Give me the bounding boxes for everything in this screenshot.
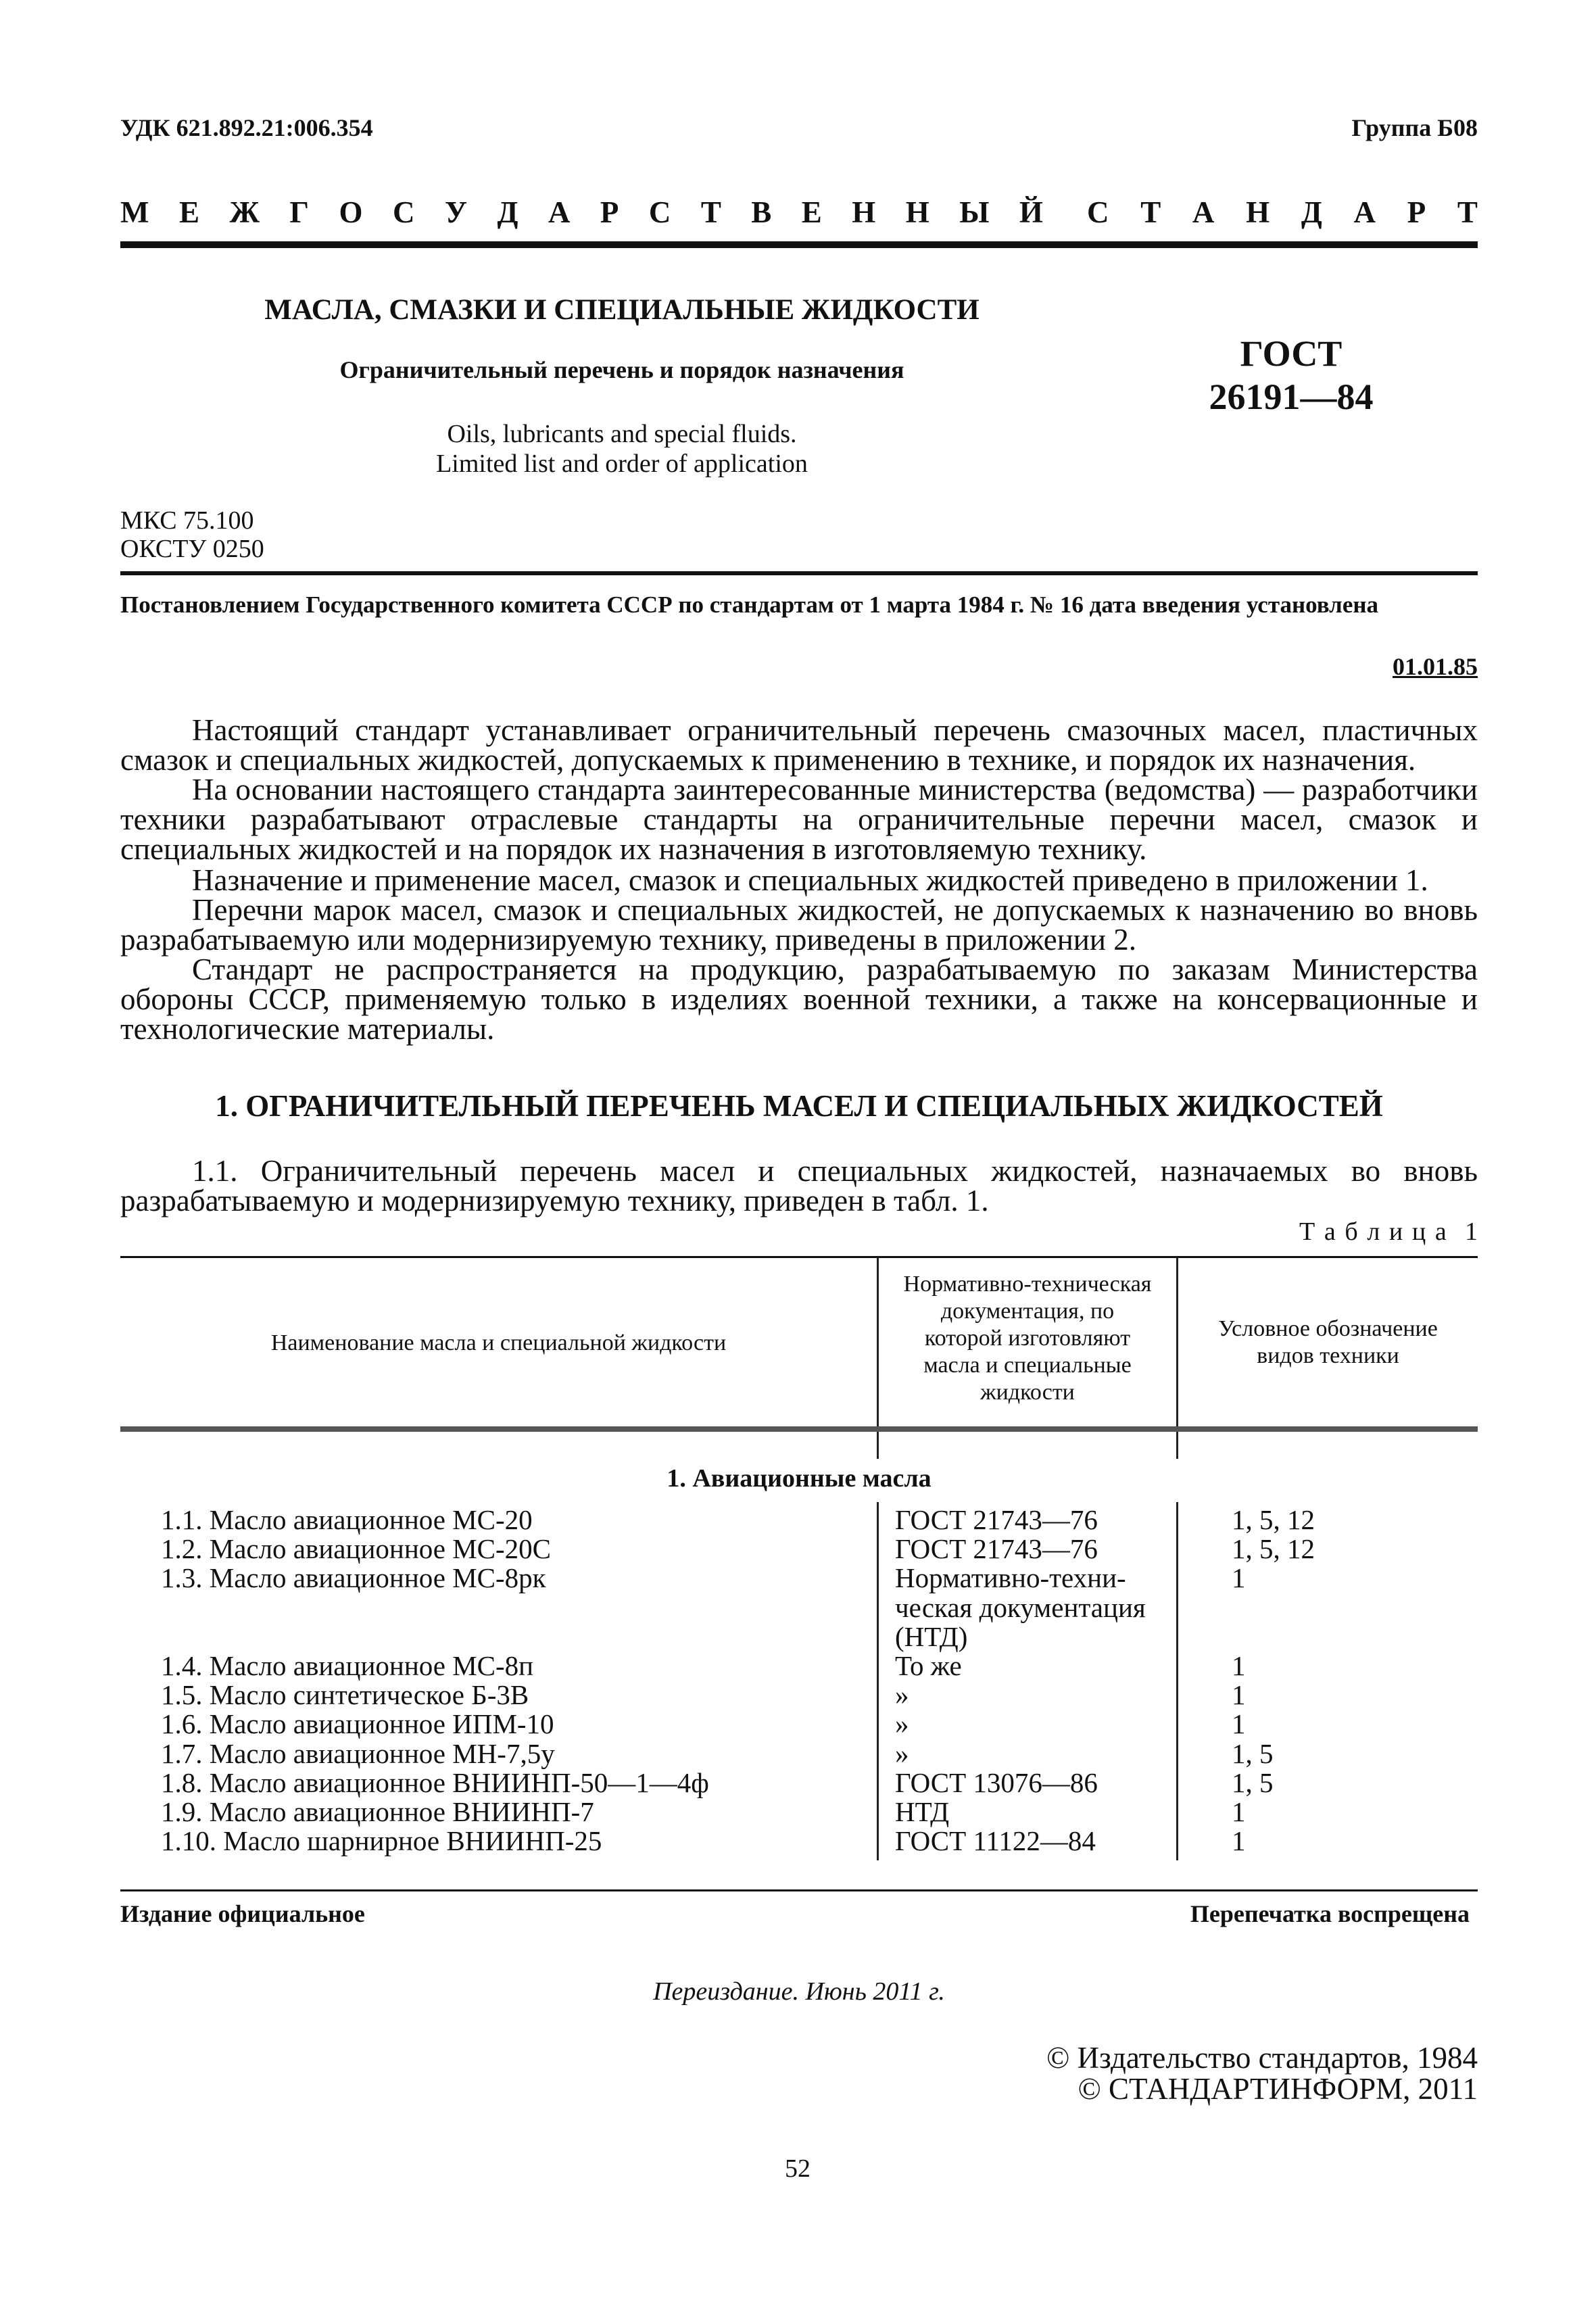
- banner-letter: О: [339, 195, 363, 229]
- cell-oil-name: 1.7. Масло авиационное МН-7,5у: [161, 1737, 555, 1769]
- column-header-documentation-line: Нормативно-техническая: [903, 1272, 1152, 1297]
- table-row: [120, 1563, 1478, 1593]
- cell-oil-name: 1.9. Масло авиационное ВНИИНП-7: [161, 1796, 594, 1827]
- cell-oil-name: 1.10. Масло шарнирное ВНИИНП-25: [161, 1825, 602, 1857]
- banner-letter: У: [444, 195, 467, 229]
- cell-oil-name: 1.6. Масло авиационное ИПМ-10: [161, 1708, 554, 1740]
- english-title-line1: Oils, lubricants and special fluids.: [447, 420, 797, 448]
- cell-documentation: (НТД): [895, 1620, 968, 1652]
- intro-paragraph-2: На основании настоящего стандарта заинтересованные министерства (ведомства) — разработчики техники разрабатывают отраслевые стандарты на ограничительные перечни масел, смазок и специальных жидкостей и на порядок их назначения в изготовляемую технику.: [120, 773, 1478, 866]
- intro-paragraph-4: Перечни марок масел, смазок и специальных жидкостей, не допускаемых к назначению во вновь разрабатываемую или модернизируемую технику, приведены в приложении 2.: [120, 893, 1478, 957]
- banner-letter: Д: [497, 195, 518, 229]
- table-caption: [1299, 1217, 1478, 1247]
- cell-documentation: То же: [895, 1650, 962, 1681]
- cell-technology-codes: 1: [1232, 1679, 1246, 1711]
- cell-oil-name: 1.3. Масло авиационное МС-8рк: [161, 1562, 546, 1594]
- banner-letter: Р: [600, 195, 619, 229]
- table-group-title: 1. Авиационные масла: [667, 1464, 932, 1493]
- table-row: [120, 1680, 1478, 1710]
- cell-documentation: ГОСТ 13076—86: [895, 1766, 1098, 1798]
- table-row: [120, 1768, 1478, 1798]
- cell-technology-codes: 1: [1232, 1708, 1246, 1740]
- table-caption-letter: 1: [1464, 1217, 1478, 1246]
- standard-banner: [120, 195, 1478, 233]
- banner-letter: Г: [289, 195, 310, 229]
- banner-word-standard: [1087, 195, 1478, 230]
- cell-technology-codes: 1, 5, 12: [1232, 1533, 1315, 1565]
- table-caption-letter: л: [1367, 1217, 1380, 1246]
- table-row: [120, 1709, 1478, 1739]
- table-top-rule: [120, 1256, 1478, 1258]
- cell-technology-codes: 1, 5: [1232, 1737, 1274, 1769]
- cell-technology-codes: 1, 5: [1232, 1766, 1274, 1798]
- cell-oil-name: 1.2. Масло авиационное МС-20С: [161, 1533, 552, 1565]
- cell-oil-name: 1.1. Масло авиационное МС-20: [161, 1504, 533, 1535]
- column-header-documentation-line: масла и специальные: [923, 1353, 1132, 1378]
- column-header-documentation-line: жидкости: [980, 1380, 1075, 1405]
- column-header-documentation-line: которой изготовляют: [924, 1326, 1131, 1351]
- cell-documentation: ГОСТ 21743—76: [895, 1533, 1098, 1565]
- no-reprint-label: Перепечатка воспрещена: [1190, 1900, 1470, 1927]
- header-row: [120, 114, 1478, 142]
- mks-code: МКС 75.100: [120, 506, 254, 535]
- cell-documentation: ческая документация: [895, 1591, 1146, 1623]
- banner-letter: Д: [1301, 195, 1322, 229]
- copyright-2011: © СТАНДАРТИНФОРМ, 2011: [1078, 2072, 1478, 2106]
- banner-letter: Н: [852, 195, 876, 229]
- footer-row: [120, 1900, 1470, 1928]
- banner-underline: [120, 241, 1478, 248]
- section-1-paragraph: 1.1. Ограничительный перечень масел и специальных жидкостей, назначаемых во вновь разрабатываемую и модернизируемую технику, приведен в табл. 1.: [120, 1154, 1478, 1217]
- column-header-codes-line: Условное обозначение: [1218, 1316, 1438, 1341]
- table-row: [120, 1534, 1478, 1564]
- banner-letter: Е: [178, 195, 199, 229]
- cell-oil-name: 1.8. Масло авиационное ВНИИНП-50—1—4ф: [161, 1766, 709, 1798]
- cell-oil-name: 1.4. Масло авиационное МС-8п: [161, 1650, 534, 1681]
- cell-documentation: »: [895, 1737, 909, 1769]
- table-row: [120, 1622, 1478, 1651]
- effective-date: 01.01.85: [1393, 653, 1478, 680]
- column-header-documentation: [879, 1271, 1176, 1406]
- group-code: Группа Б08: [1351, 114, 1478, 141]
- intro-paragraph-1: Настоящий стандарт устанавливает ограничительный перечень смазочных масел, пластичных смазок и специальных жидкостей, допускаемых к применению в технике, и порядок их назначения.: [120, 713, 1478, 777]
- table-stub-separator-2: [1176, 1432, 1178, 1459]
- cell-oil-name: 1.5. Масло синтетическое Б-3В: [161, 1679, 529, 1711]
- cell-documentation: НТД: [895, 1796, 950, 1827]
- banner-letter: Е: [801, 195, 822, 229]
- english-title-line2: Limited list and order of application: [436, 450, 808, 478]
- title-divider: [120, 571, 1478, 575]
- footer-divider: [120, 1889, 1478, 1891]
- intro-paragraph-3: Назначение и применение масел, смазок и специальных жидкостей приведено в приложении 1.: [192, 863, 1428, 897]
- banner-letter: А: [548, 195, 571, 229]
- table-row: [120, 1505, 1478, 1535]
- cell-technology-codes: 1, 5, 12: [1232, 1504, 1315, 1535]
- table-row: [120, 1797, 1478, 1827]
- table-caption-letter: ц: [1411, 1217, 1426, 1246]
- banner-letter: Т: [1457, 195, 1478, 229]
- table-header-rule: [120, 1426, 1478, 1432]
- intro-paragraph-5: Стандарт не распространяется на продукцию, разрабатываемую по заказам Министерства обороны СССР, применяемую только в изделиях военной техники, а также на консервационные и технологические материалы.: [120, 952, 1478, 1046]
- page-number: 52: [785, 2154, 811, 2183]
- table-caption-letter: а: [1434, 1217, 1447, 1246]
- banner-letter: С: [1087, 195, 1109, 229]
- banner-letter: Ж: [229, 195, 260, 229]
- banner-word-interstate: [120, 195, 1043, 230]
- cell-documentation: ГОСТ 11122—84: [895, 1825, 1096, 1857]
- document-subtitle: Ограничительный перечень и порядок назначения: [339, 356, 904, 383]
- table-row: [120, 1593, 1478, 1622]
- decree-text: Постановлением Государственного комитета СССР по стандартам от 1 марта 1984 г. № 16 дата введения установлена: [120, 592, 1379, 618]
- banner-letter: Р: [1407, 195, 1426, 229]
- table-caption-letter: и: [1388, 1217, 1403, 1246]
- cell-technology-codes: 1: [1232, 1825, 1246, 1857]
- banner-letter: А: [1192, 195, 1215, 229]
- column-header-name: Наименование масла и специальной жидкости: [270, 1330, 727, 1355]
- cell-technology-codes: 1: [1232, 1650, 1246, 1681]
- table-row: [120, 1651, 1478, 1681]
- document-title: МАСЛА, СМАЗКИ И СПЕЦИАЛЬНЫЕ ЖИДКОСТИ: [264, 294, 980, 326]
- cell-technology-codes: 1: [1232, 1562, 1246, 1594]
- table-caption-letter: б: [1345, 1217, 1358, 1246]
- udk-code: УДК 621.892.21:006.354: [120, 114, 373, 141]
- table-caption-letter: а: [1324, 1217, 1336, 1246]
- section-1-heading: 1. ОГРАНИЧИТЕЛЬНЫЙ ПЕРЕЧЕНЬ МАСЕЛ И СПЕЦИАЛЬНЫХ ЖИДКОСТЕЙ: [215, 1089, 1383, 1123]
- banner-letter: В: [751, 195, 772, 229]
- banner-letter: Н: [905, 195, 929, 229]
- cell-documentation: »: [895, 1679, 909, 1711]
- table-stub-separator-1: [877, 1432, 879, 1459]
- cell-documentation: Нормативно-техни-: [895, 1562, 1126, 1594]
- banner-letter: Й: [1019, 195, 1043, 229]
- banner-letter: Т: [700, 195, 721, 229]
- cell-documentation: »: [895, 1708, 909, 1740]
- banner-letter: А: [1353, 195, 1376, 229]
- column-header-documentation-line: документация, по: [940, 1299, 1115, 1324]
- table-row: [120, 1739, 1478, 1768]
- cell-documentation: ГОСТ 21743—76: [895, 1504, 1098, 1535]
- banner-letter: Т: [1140, 195, 1161, 229]
- table-caption-letter: Т: [1299, 1217, 1315, 1246]
- banner-letter: С: [648, 195, 671, 229]
- banner-letter: Ы: [959, 195, 990, 229]
- banner-letter: С: [393, 195, 415, 229]
- copyright-1984: © Издательство стандартов, 1984: [1046, 2041, 1478, 2075]
- column-header-codes-line: видов техники: [1257, 1343, 1399, 1368]
- gost-label: ГОСТ: [1240, 333, 1343, 374]
- cell-technology-codes: 1: [1232, 1796, 1246, 1827]
- banner-letter: Н: [1246, 195, 1270, 229]
- gost-number: 26191—84: [1209, 377, 1374, 417]
- okstu-code: ОКСТУ 0250: [120, 535, 264, 563]
- column-header-codes: [1178, 1316, 1478, 1370]
- reissue-note: Переиздание. Июнь 2011 г.: [653, 1977, 945, 2006]
- official-edition-label: Издание официальное: [120, 1900, 365, 1927]
- table-row: [120, 1826, 1478, 1856]
- banner-letter: М: [120, 195, 149, 229]
